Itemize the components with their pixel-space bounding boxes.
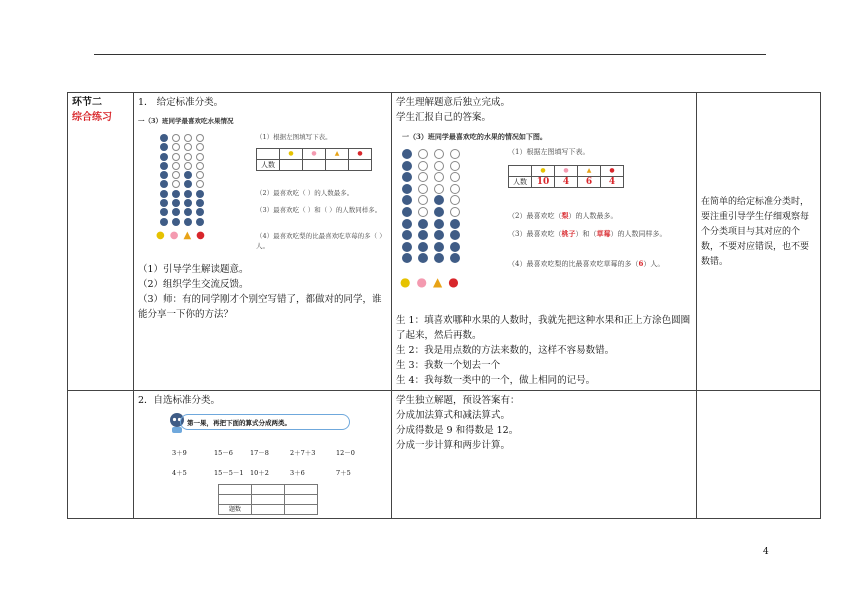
student-cell bbox=[392, 93, 697, 391]
note-cell bbox=[697, 93, 821, 391]
figure-title: 一（3）班同学最喜欢吃水果情况 bbox=[138, 117, 234, 125]
fruit-figure bbox=[138, 110, 387, 250]
count-strawberry: 4 bbox=[601, 177, 624, 188]
count-dot bbox=[434, 172, 444, 182]
pineapple-icon: ▲ bbox=[183, 230, 192, 241]
student-answer-3: 生 3：我数一个划去一个 bbox=[396, 360, 501, 371]
student-answer-4: 生 4：我每数一类中的一个，做上相同的记号。 bbox=[396, 375, 596, 386]
count-dot bbox=[172, 199, 180, 207]
expression: 10＋2 bbox=[250, 469, 269, 477]
stage-name: 环节二 bbox=[72, 97, 102, 108]
count-dot bbox=[450, 195, 460, 205]
expression: 7＋5 bbox=[336, 469, 351, 477]
count-dot bbox=[184, 162, 192, 170]
count-dot bbox=[160, 190, 168, 198]
count-dot bbox=[172, 180, 180, 188]
teacher-cell bbox=[134, 93, 392, 391]
count-dot bbox=[402, 219, 412, 229]
prompt-bubble: 第一果，再把下面的算式分成两类。 bbox=[180, 414, 350, 430]
pineapple-icon: ▲ bbox=[432, 275, 443, 289]
count-dot bbox=[196, 134, 204, 142]
dot-column bbox=[434, 149, 444, 265]
expression: 15－5－1 bbox=[214, 469, 244, 477]
count-dot bbox=[434, 195, 444, 205]
count-dot bbox=[160, 180, 168, 188]
student-2-line-2: 分成加法算式和减法算式。 bbox=[396, 410, 511, 421]
count-dot bbox=[450, 219, 460, 229]
strawberry-icon: ● bbox=[196, 230, 205, 241]
answer-question-1: （1）根据左图填写下表。 bbox=[508, 148, 590, 156]
question-1: （1）根据左图填写下表。 bbox=[256, 133, 332, 141]
student-intro-2: 学生汇报自己的答案。 bbox=[396, 112, 492, 123]
dot-column bbox=[196, 134, 204, 227]
count-dot bbox=[172, 134, 180, 142]
count-dot bbox=[450, 172, 460, 182]
task-title-2: 2．自选标准分类。 bbox=[138, 395, 221, 406]
classification-label: 题数 bbox=[219, 505, 252, 515]
expression: 12－0 bbox=[336, 449, 355, 457]
count-dot bbox=[434, 253, 444, 263]
dot-column bbox=[402, 149, 412, 265]
page-number: 4 bbox=[763, 547, 769, 557]
classification-table bbox=[218, 484, 318, 515]
student-2-line-3: 分成得数是 9 和得数是 12。 bbox=[396, 425, 519, 436]
count-dot bbox=[184, 153, 192, 161]
answer-row-label: 人数 bbox=[509, 177, 532, 188]
expression: 3＋6 bbox=[290, 469, 305, 477]
dot-column bbox=[160, 134, 168, 227]
count-dot bbox=[402, 207, 412, 217]
student-intro-1: 学生理解题意后独立完成。 bbox=[396, 97, 511, 108]
dot-column bbox=[184, 134, 192, 227]
count-dot bbox=[402, 149, 412, 159]
expression: 17－8 bbox=[250, 449, 269, 457]
expression-figure bbox=[138, 408, 387, 516]
count-dot bbox=[418, 161, 428, 171]
count-dot bbox=[418, 253, 428, 263]
stage-title: 综合练习 bbox=[72, 112, 112, 123]
count-dot bbox=[434, 242, 444, 252]
count-dot bbox=[184, 171, 192, 179]
task-title: 1． 给定标准分类。 bbox=[138, 97, 224, 108]
fruit-row bbox=[156, 228, 205, 243]
count-dot bbox=[450, 230, 460, 240]
answer-count-table: ● ● ▲ ● 人数 10 4 6 4 bbox=[508, 165, 624, 188]
count-dot bbox=[402, 230, 412, 240]
count-dot bbox=[434, 207, 444, 217]
step-2: （2）组织学生交流反馈。 bbox=[138, 279, 249, 290]
count-dot bbox=[450, 149, 460, 159]
count-dot bbox=[402, 161, 412, 171]
student-2-line-4: 分成一步计算和两步计算。 bbox=[396, 440, 511, 451]
count-dot bbox=[402, 242, 412, 252]
header-rule bbox=[94, 54, 766, 55]
count-dot bbox=[160, 208, 168, 216]
answer-question-4: （4）最喜欢吃梨的比最喜欢吃草莓的多（6）人。 bbox=[508, 259, 665, 268]
table-row bbox=[68, 93, 821, 391]
count-dot bbox=[160, 199, 168, 207]
count-dot bbox=[172, 153, 180, 161]
count-dot bbox=[184, 180, 192, 188]
count-dot bbox=[160, 134, 168, 142]
count-dot bbox=[196, 180, 204, 188]
count-dot bbox=[402, 184, 412, 194]
table-row bbox=[68, 391, 821, 519]
count-dot bbox=[418, 195, 428, 205]
step-3: （3）师：有的同学刚才个别空写错了，都做对的同学，谁能分享一下你的方法？ bbox=[138, 294, 382, 320]
stage-cell-empty bbox=[68, 391, 134, 519]
student-2-line-1: 学生独立解题，预设答案有： bbox=[396, 395, 520, 406]
count-dot bbox=[196, 143, 204, 151]
count-dot bbox=[418, 242, 428, 252]
peach-icon: ● bbox=[416, 275, 427, 289]
count-pineapple: 6 bbox=[578, 177, 601, 188]
student-answer-2: 生 2：我是用点数的方法来数的，这样不容易数错。 bbox=[396, 345, 615, 356]
strawberry-icon: ● bbox=[448, 275, 459, 289]
count-dot bbox=[418, 207, 428, 217]
count-dot bbox=[196, 171, 204, 179]
count-dot bbox=[450, 161, 460, 171]
dot-column bbox=[450, 149, 460, 265]
count-dot bbox=[160, 153, 168, 161]
student-answer-1: 生 1：填喜欢哪种水果的人数时，我就先把这种水果和正上方涂色圆圈了起来，然后再数。 bbox=[396, 315, 691, 341]
answer-question-3: （3）最喜欢吃（桃子）和（草莓）的人数同样多。 bbox=[508, 229, 667, 238]
count-dot bbox=[172, 208, 180, 216]
count-dot bbox=[196, 190, 204, 198]
count-dot bbox=[450, 253, 460, 263]
count-dot bbox=[196, 199, 204, 207]
count-dot bbox=[434, 219, 444, 229]
expression: 2＋7＋3 bbox=[290, 449, 316, 457]
count-dot bbox=[160, 171, 168, 179]
count-dot bbox=[172, 190, 180, 198]
count-dot bbox=[196, 208, 204, 216]
count-peach: 4 bbox=[555, 177, 578, 188]
note-cell-2 bbox=[697, 391, 821, 519]
pear-icon: ● bbox=[400, 275, 411, 289]
count-dot bbox=[434, 184, 444, 194]
count-dot bbox=[184, 218, 192, 226]
count-dot bbox=[184, 199, 192, 207]
count-dot bbox=[402, 172, 412, 182]
count-dot bbox=[184, 134, 192, 142]
teacher-cell-2 bbox=[134, 391, 392, 519]
count-dot bbox=[450, 207, 460, 217]
count-dot bbox=[172, 162, 180, 170]
count-dot bbox=[196, 218, 204, 226]
dot-columns bbox=[160, 134, 204, 227]
count-dot bbox=[160, 143, 168, 151]
count-dot bbox=[184, 143, 192, 151]
pear-icon: ● bbox=[156, 230, 165, 241]
count-dot bbox=[172, 218, 180, 226]
stage-cell bbox=[68, 93, 134, 391]
count-dot bbox=[418, 149, 428, 159]
expression: 15－6 bbox=[214, 449, 233, 457]
question-2: （2）最喜欢吃（ ）的人数最多。 bbox=[256, 189, 354, 197]
count-dot bbox=[160, 218, 168, 226]
count-dot bbox=[450, 184, 460, 194]
step-1: （1）引导学生解读题意。 bbox=[138, 264, 249, 275]
count-dot bbox=[196, 162, 204, 170]
dot-column bbox=[418, 149, 428, 265]
count-dot bbox=[418, 172, 428, 182]
count-dot bbox=[434, 161, 444, 171]
count-dot bbox=[402, 195, 412, 205]
count-dot bbox=[402, 253, 412, 263]
answer-dot-columns bbox=[402, 149, 460, 265]
count-dot bbox=[434, 230, 444, 240]
count-pear: 10 bbox=[532, 177, 555, 188]
count-dot bbox=[160, 162, 168, 170]
count-table: ● ● ▲ ● 人数 bbox=[256, 148, 372, 171]
count-dot bbox=[418, 230, 428, 240]
count-dot bbox=[418, 184, 428, 194]
answer-figure bbox=[396, 125, 692, 291]
answer-question-2: （2）最喜欢吃（梨）的人数最多。 bbox=[508, 211, 618, 220]
count-dot bbox=[434, 149, 444, 159]
expression: 4＋5 bbox=[172, 469, 187, 477]
question-4: （4）最喜欢吃梨的比最喜欢吃草莓的多（ ）人。 bbox=[256, 232, 386, 250]
count-dot bbox=[184, 208, 192, 216]
count-dot bbox=[172, 171, 180, 179]
count-dot bbox=[184, 190, 192, 198]
count-dot bbox=[172, 143, 180, 151]
student-cell-2 bbox=[392, 391, 697, 519]
answer-fruit-row bbox=[400, 275, 459, 290]
expression: 3＋9 bbox=[172, 449, 187, 457]
dot-column bbox=[172, 134, 180, 227]
answer-title: 一（3）班同学最喜欢吃的水果的情况如下图。 bbox=[402, 132, 547, 141]
design-note: 在简单的给定标准分类时，要注重引导学生仔细观察每个分类项目与其对应的个数，不要对应错误，也不要数错。 bbox=[701, 197, 810, 267]
question-3: （3）最喜欢吃（ ）和（ ）的人数同样多。 bbox=[256, 206, 382, 214]
count-dot bbox=[196, 153, 204, 161]
count-dot bbox=[418, 219, 428, 229]
row-label: 人数 bbox=[257, 160, 280, 171]
lesson-table bbox=[67, 92, 821, 519]
count-dot bbox=[450, 242, 460, 252]
peach-icon: ● bbox=[169, 230, 179, 241]
